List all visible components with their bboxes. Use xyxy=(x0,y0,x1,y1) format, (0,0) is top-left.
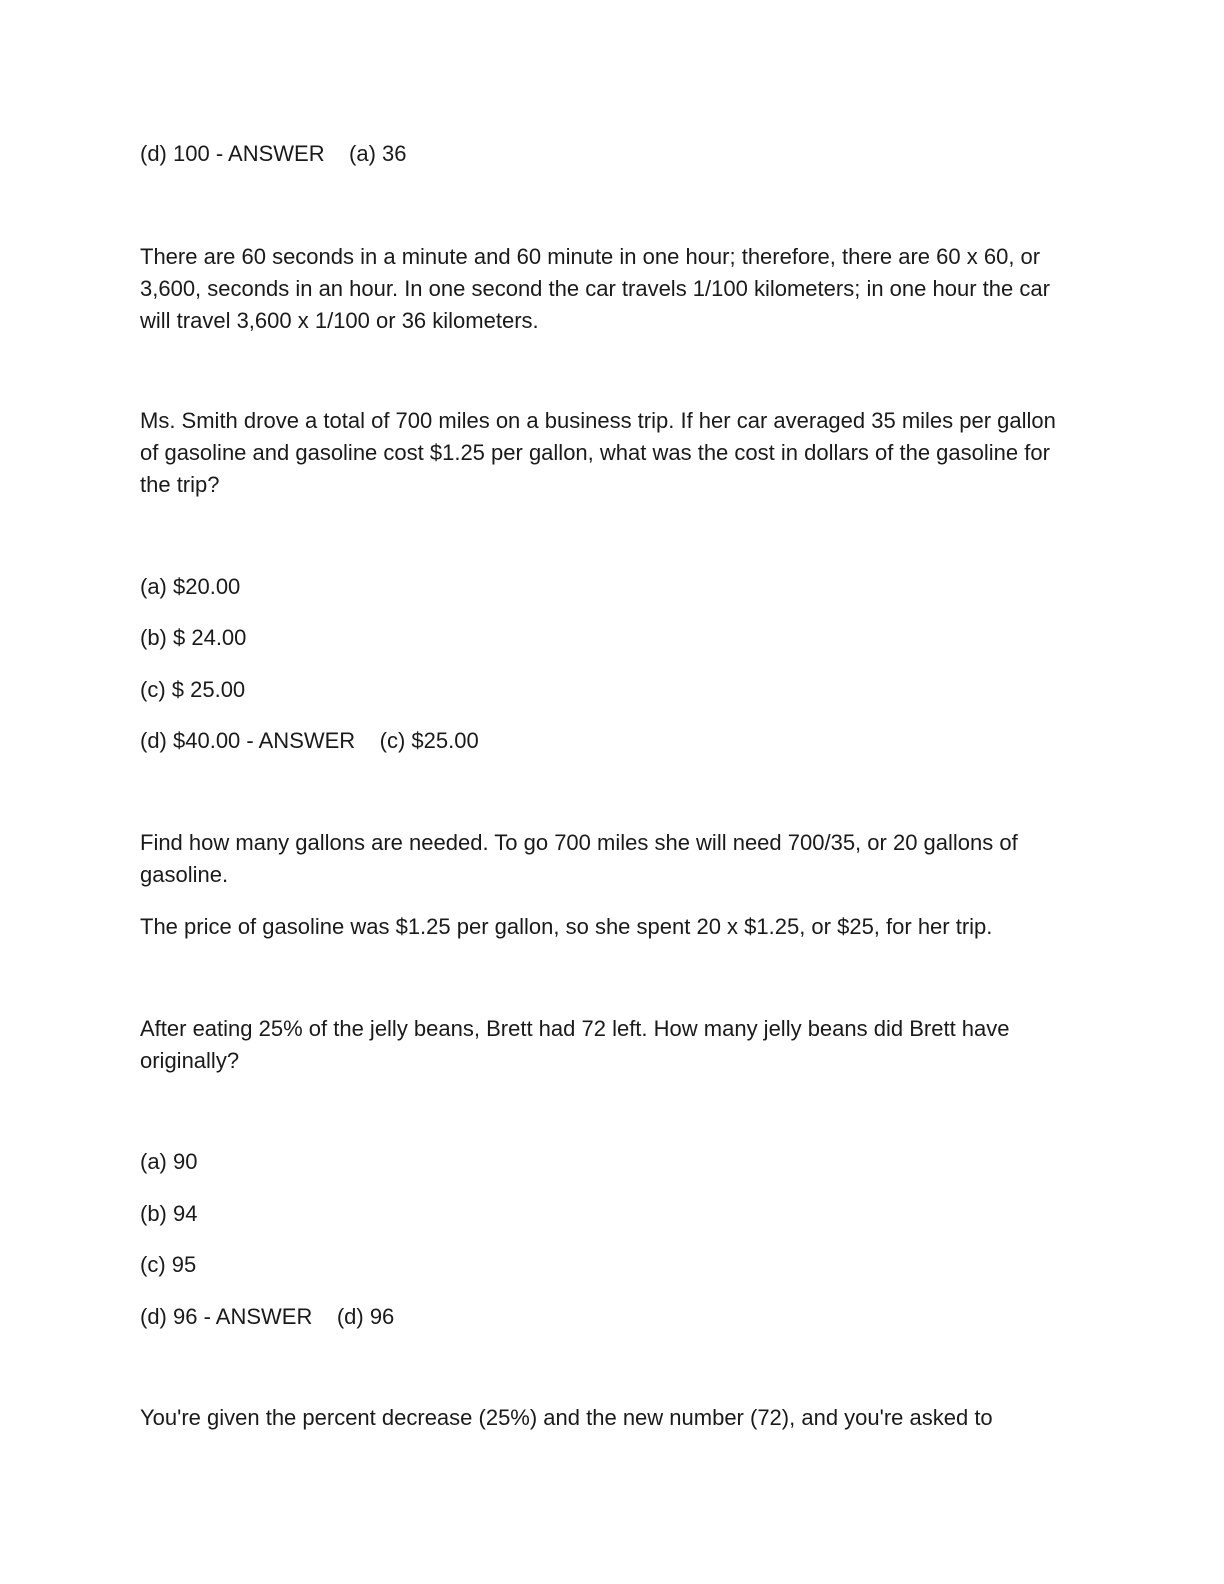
question-gasoline: Ms. Smith drove a total of 700 miles on a business trip. If her car averaged 35 miles per gallon of gasoline and gasoline cost $1.25 per gallon, what was the cost in dollars of the gasoline for the trip? xyxy=(140,408,1056,497)
option-b: (b) $ 24.00 xyxy=(140,625,247,650)
option-d-answer: (d) 96 - ANSWER (d) 96 xyxy=(140,1304,395,1329)
option-c: (c) $ 25.00 xyxy=(140,677,246,702)
explanation-paragraph-2: Find how many gallons are needed. To go 700 miles she will need 700/35, or 20 gallons of gasoline. xyxy=(140,830,1018,887)
option-d-answer: (d) $40.00 - ANSWER (c) $25.00 xyxy=(140,728,479,753)
explanation-paragraph-3: The price of gasoline was $1.25 per gallon, so she spent 20 x $1.25, or $25, for her trip. xyxy=(140,914,993,939)
option-c: (c) 95 xyxy=(140,1252,197,1277)
answer-line-1: (d) 100 - ANSWER (a) 36 xyxy=(140,141,407,166)
question-jelly-beans: After eating 25% of the jelly beans, Brett had 72 left. How many jelly beans did Brett have originally? xyxy=(140,1016,1010,1073)
explanation-paragraph-4: You're given the percent decrease (25%) and the new number (72), and you're asked to xyxy=(140,1405,993,1430)
explanation-paragraph-1: There are 60 seconds in a minute and 60 minute in one hour; therefore, there are 60 x 60, or 3,600, seconds in an hour. In one second the car travels 1/100 kilometers; in one hour the car will travel 3,600 x 1/100 or 36 kilometers. xyxy=(140,244,1050,333)
option-b: (b) 94 xyxy=(140,1201,198,1226)
option-a: (a) $20.00 xyxy=(140,574,241,599)
option-a: (a) 90 xyxy=(140,1149,198,1174)
